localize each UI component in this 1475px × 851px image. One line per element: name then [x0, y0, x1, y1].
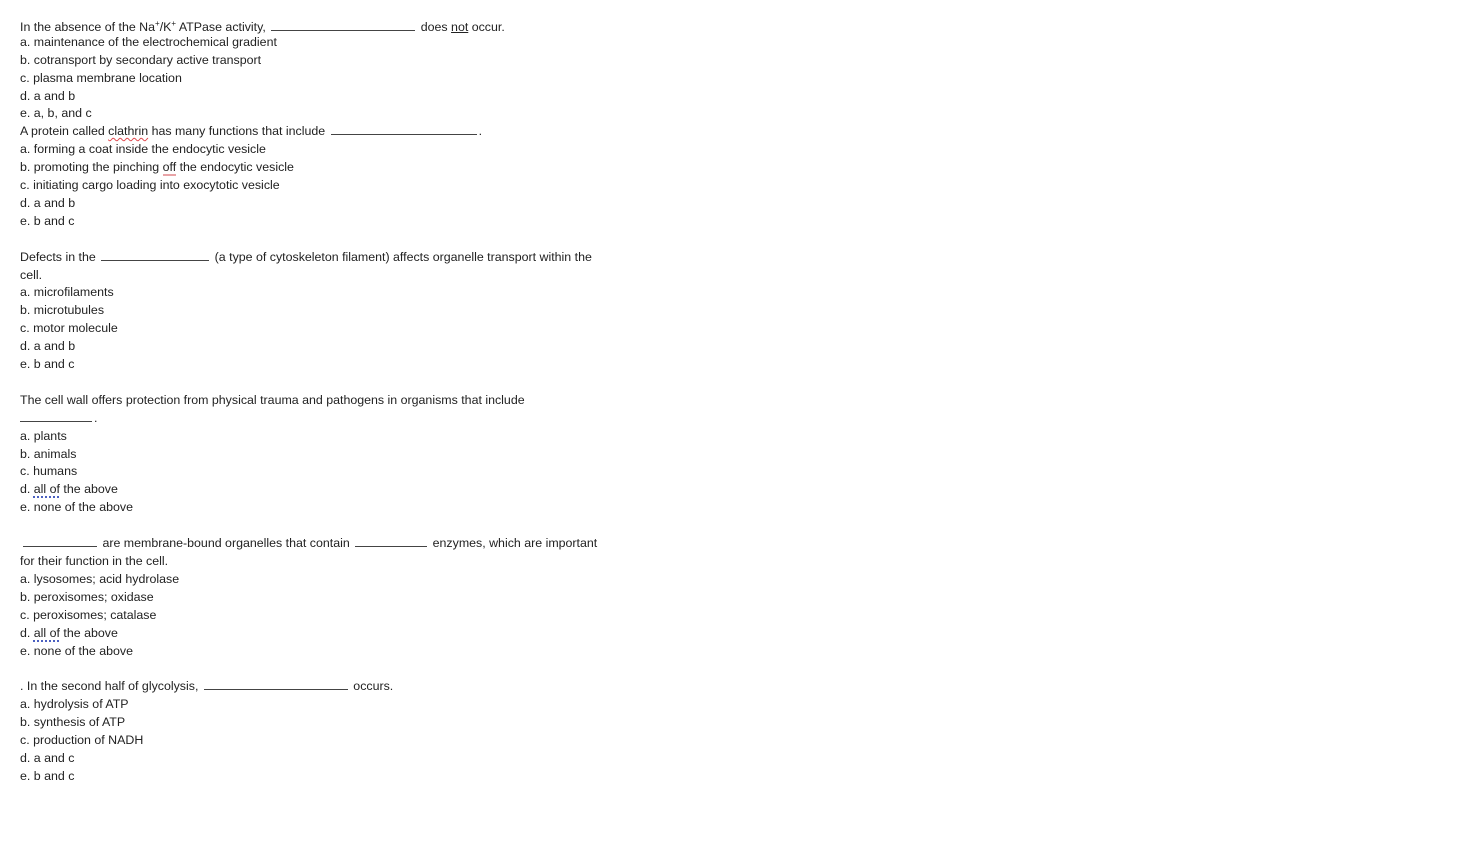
q2-option-a: a. forming a coat inside the endocytic vesicle [20, 142, 266, 156]
q6-answer-blank [204, 677, 348, 690]
q3-option-b: b. microtubules [20, 303, 105, 317]
q3-option-d: d. a and b [20, 339, 76, 353]
q6-stem [20, 677, 393, 695]
q5-stem-text: are membrane-bound organelles that contain [102, 536, 350, 550]
q1-option-e: e. a, b, and c [20, 106, 92, 120]
q5-answer-blank-1 [23, 534, 97, 547]
q1-option-d: d. a and b [20, 89, 76, 103]
q1-option-b: b. cotransport by secondary active transport [20, 53, 262, 67]
q5-answer-blank-2 [355, 534, 427, 547]
q2-stem-text: has many functions that include [148, 124, 326, 138]
q2-answer-blank [331, 122, 477, 135]
q1-option-c: c. plasma membrane location [20, 71, 182, 85]
q1-stem-emphasis: not [451, 20, 469, 35]
q1-stem-text: In the absence of the Na [20, 20, 156, 35]
q5-option-d-text: d. [20, 626, 34, 640]
q4-option-d-text: the above [59, 482, 118, 496]
q4-blank-line [20, 409, 97, 427]
q2-stem-text: A protein called [20, 124, 109, 138]
q3-option-a: a. microfilaments [20, 285, 114, 299]
q4-option-a: a. plants [20, 429, 67, 443]
q2-option-b-flagged-word: off [162, 160, 177, 174]
q1-superscript-na: + [155, 19, 160, 28]
q1-superscript-k: + [171, 19, 177, 28]
q3-answer-blank [101, 248, 209, 261]
q4-option-d-flagged-word: all of [33, 482, 60, 496]
q6-stem-text: occurs. [353, 679, 394, 693]
q5-option-e: e. none of the above [20, 644, 133, 658]
q5-option-b: b. peroxisomes; oxidase [20, 590, 154, 604]
q3-option-c: c. motor molecule [20, 321, 118, 335]
q2-option-e: e. b and c [20, 214, 75, 228]
q1-stem-text: ATPase activity, [176, 20, 266, 35]
q1-stem-text: /K [159, 20, 172, 35]
q4-option-b: b. animals [20, 447, 77, 461]
q2-option-b [20, 158, 294, 176]
q1-stem-text: occur. [468, 20, 505, 35]
q5-option-d-flagged-word: all of [33, 626, 60, 640]
q4-stem-period: . [94, 411, 98, 425]
q3-stem-text: (a type of cytoskeleton filament) affects organelle transport within the [214, 250, 592, 264]
q5-stem-continued: for their function in the cell. [20, 554, 169, 568]
q2-stem-period: . [478, 124, 483, 138]
q2-option-c: c. initiating cargo loading into exocytotic vesicle [20, 178, 280, 192]
q6-option-e: e. b and c [20, 769, 75, 783]
q1-answer-blank [271, 18, 415, 31]
q6-option-c: c. production of NADH [20, 733, 144, 747]
q5-option-c: c. peroxisomes; catalase [20, 608, 157, 622]
q6-option-d: d. a and c [20, 751, 75, 765]
q1-option-a: a. maintenance of the electrochemical gradient [20, 35, 277, 49]
q5-option-d [20, 624, 118, 642]
q2-spellcheck-word: clathrin [108, 124, 149, 138]
q2-option-d: d. a and b [20, 196, 76, 210]
q6-option-b: b. synthesis of ATP [20, 715, 126, 729]
q4-option-e: e. none of the above [20, 500, 133, 514]
q4-option-c: c. humans [20, 464, 78, 478]
q3-stem-continued: cell. [20, 268, 43, 282]
q6-option-a: a. hydrolysis of ATP [20, 697, 129, 711]
q4-option-d-text: d. [20, 482, 34, 496]
q2-option-b-text: b. promoting the pinching [20, 160, 163, 174]
q5-option-d-text: the above [59, 626, 118, 640]
q3-option-e: e. b and c [20, 357, 75, 371]
q6-stem-text: . In the second half of glycolysis, [20, 679, 199, 693]
q4-stem: The cell wall offers protection from physical trauma and pathogens in organisms that include [20, 393, 525, 407]
q5-stem [20, 534, 597, 552]
q4-answer-blank [20, 409, 92, 422]
q1-stem-text: does [420, 20, 452, 35]
q2-option-b-text: the endocytic vesicle [176, 160, 294, 174]
q1-stem [20, 15, 505, 33]
q2-stem [20, 122, 482, 140]
q3-stem-text: Defects in the [20, 250, 96, 264]
q4-option-d [20, 480, 118, 498]
q5-option-a: a. lysosomes; acid hydrolase [20, 572, 180, 586]
q3-stem [20, 248, 592, 266]
q5-stem-text: enzymes, which are important [432, 536, 598, 550]
